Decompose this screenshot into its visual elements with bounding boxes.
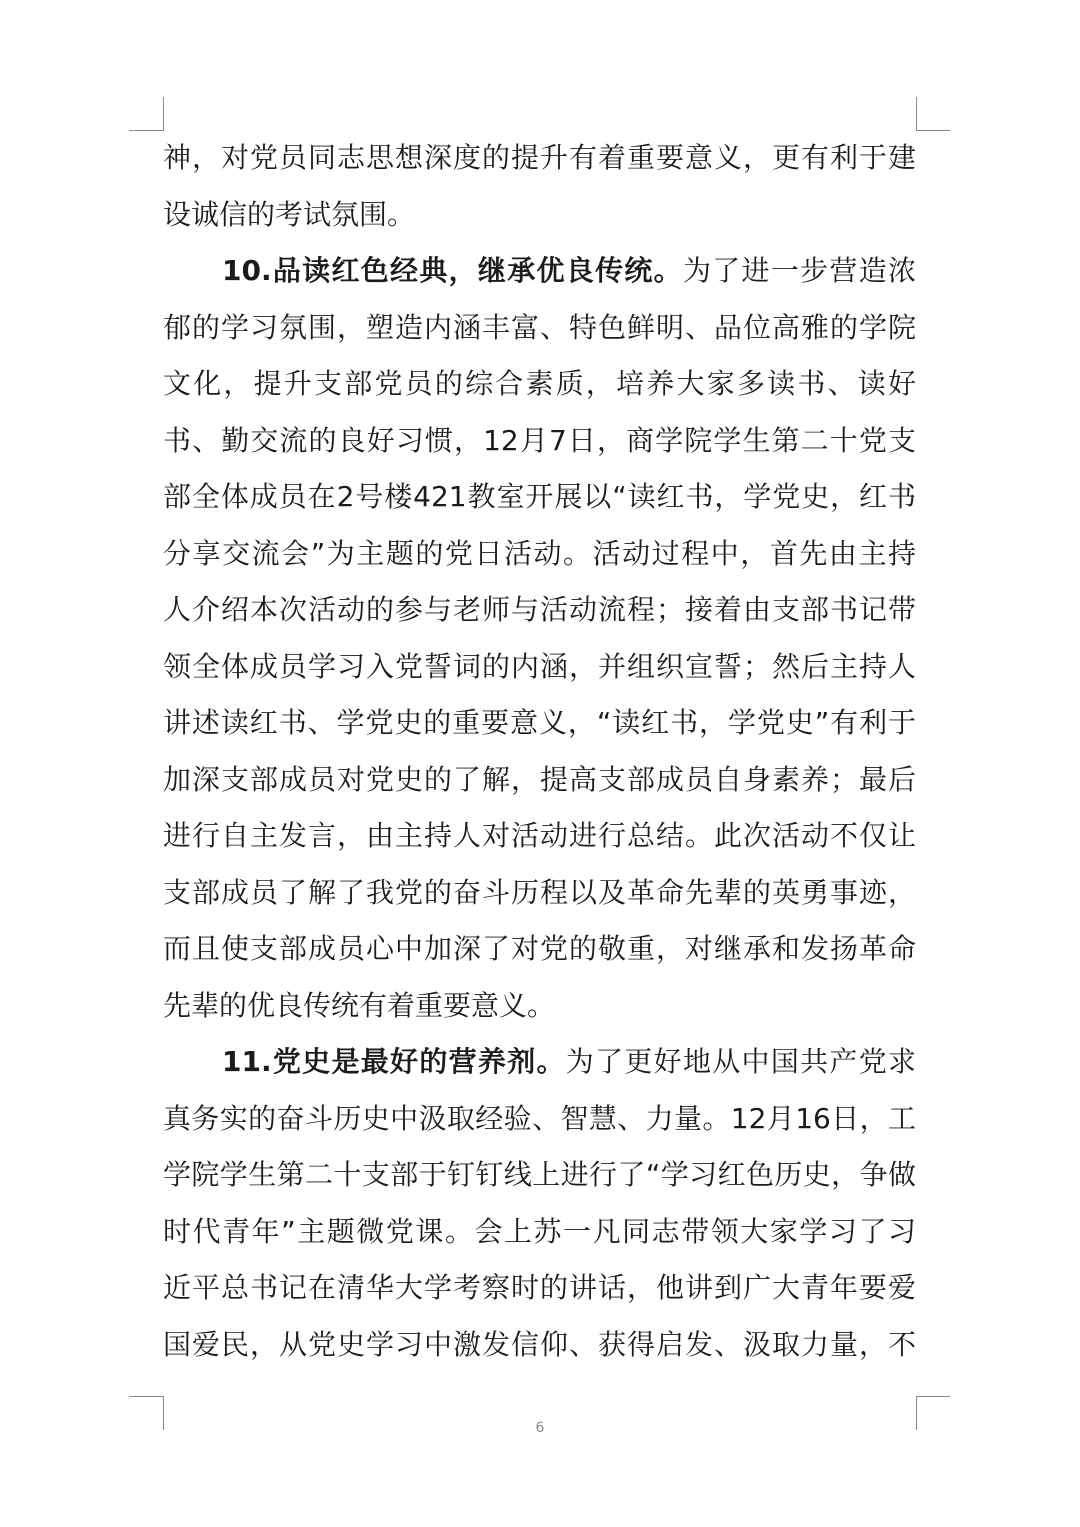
section-heading: 10.品读红色经典，继承优良传统。 [222,254,683,287]
text-line: 先辈的优良传统有着重要意义。 [163,988,556,1022]
text-line: 设诚信的考试氛围。 [163,197,416,231]
text-run: 为了更好地从中国共产党求 [565,1045,916,1078]
text-line: 而且使支部成员心中加深了对党的敬重，对继承和发扬革命 [163,932,916,965]
text-line: 近平总书记在清华大学考察时的讲话，他讲到广大青年要爱 [163,1271,916,1304]
text-line: 进行自主发言，由主持人对活动进行总结。此次活动不仅让 [163,819,916,852]
paragraph-continuation [163,130,916,243]
text-line: 文化，提升支部党员的综合素质，培养大家多读书、读好 [163,367,916,400]
crop-mark-top-right-horizontal [916,130,950,131]
crop-mark-top-right-vertical [916,97,917,131]
text-line: 时代青年”主题微党课。会上苏一凡同志带领大家学习了习 [163,1214,916,1248]
crop-mark-bottom-right-horizontal [916,1396,950,1397]
page-number: 6 [535,1420,545,1436]
text-line: 书、勤交流的良好习惯，12月7日，商学院学生第二十党支 [163,423,916,457]
text-line: 神，对党员同志思想深度的提升有着重要意义，更有利于建 [163,141,916,174]
text-line [163,243,916,300]
crop-mark-top-left-vertical [163,97,164,131]
text-line: 支部成员了解了我党的奋斗历程以及革命先辈的英勇事迹， [163,875,916,909]
text-run: 为了进一步营造浓 [682,254,916,287]
text-line: 人介绍本次活动的参与老师与活动流程；接着由支部书记带 [163,593,916,626]
text-line: 真务实的奋斗历史中汲取经验、智慧、力量。12月16日，工 [163,1101,916,1135]
section-heading: 11.党史是最好的营养剂。 [222,1045,566,1078]
text-line: 国爱民，从党史学习中激发信仰、获得启发、汲取力量，不 [163,1327,916,1361]
text-line: 加深支部成员对党史的了解，提高支部成员自身素养；最后 [163,762,916,796]
text-line: 领全体成员学习入党誓词的内涵，并组织宣誓；然后主持人 [163,649,916,683]
paragraph-item-10 [163,243,916,1034]
text-line: 学院学生第二十支部于钉钉线上进行了“学习红色历史，争做 [163,1158,916,1191]
text-line: 郁的学习氛围，塑造内涵丰富、特色鲜明、品位高雅的学院 [163,310,916,344]
crop-mark-top-left-horizontal [129,130,163,131]
text-line [163,1034,916,1091]
document-body [163,130,916,1373]
text-line: 分享交流会”为主题的党日活动。活动过程中，首先由主持 [163,536,916,570]
text-line: 部全体成员在2号楼421教室开展以“读红书，学党史，红书 [163,480,916,513]
crop-mark-bottom-left-horizontal [129,1396,163,1397]
paragraph-item-11 [163,1034,916,1373]
text-line: 讲述读红书、学党史的重要意义，“读红书，学党史”有利于 [163,706,916,739]
